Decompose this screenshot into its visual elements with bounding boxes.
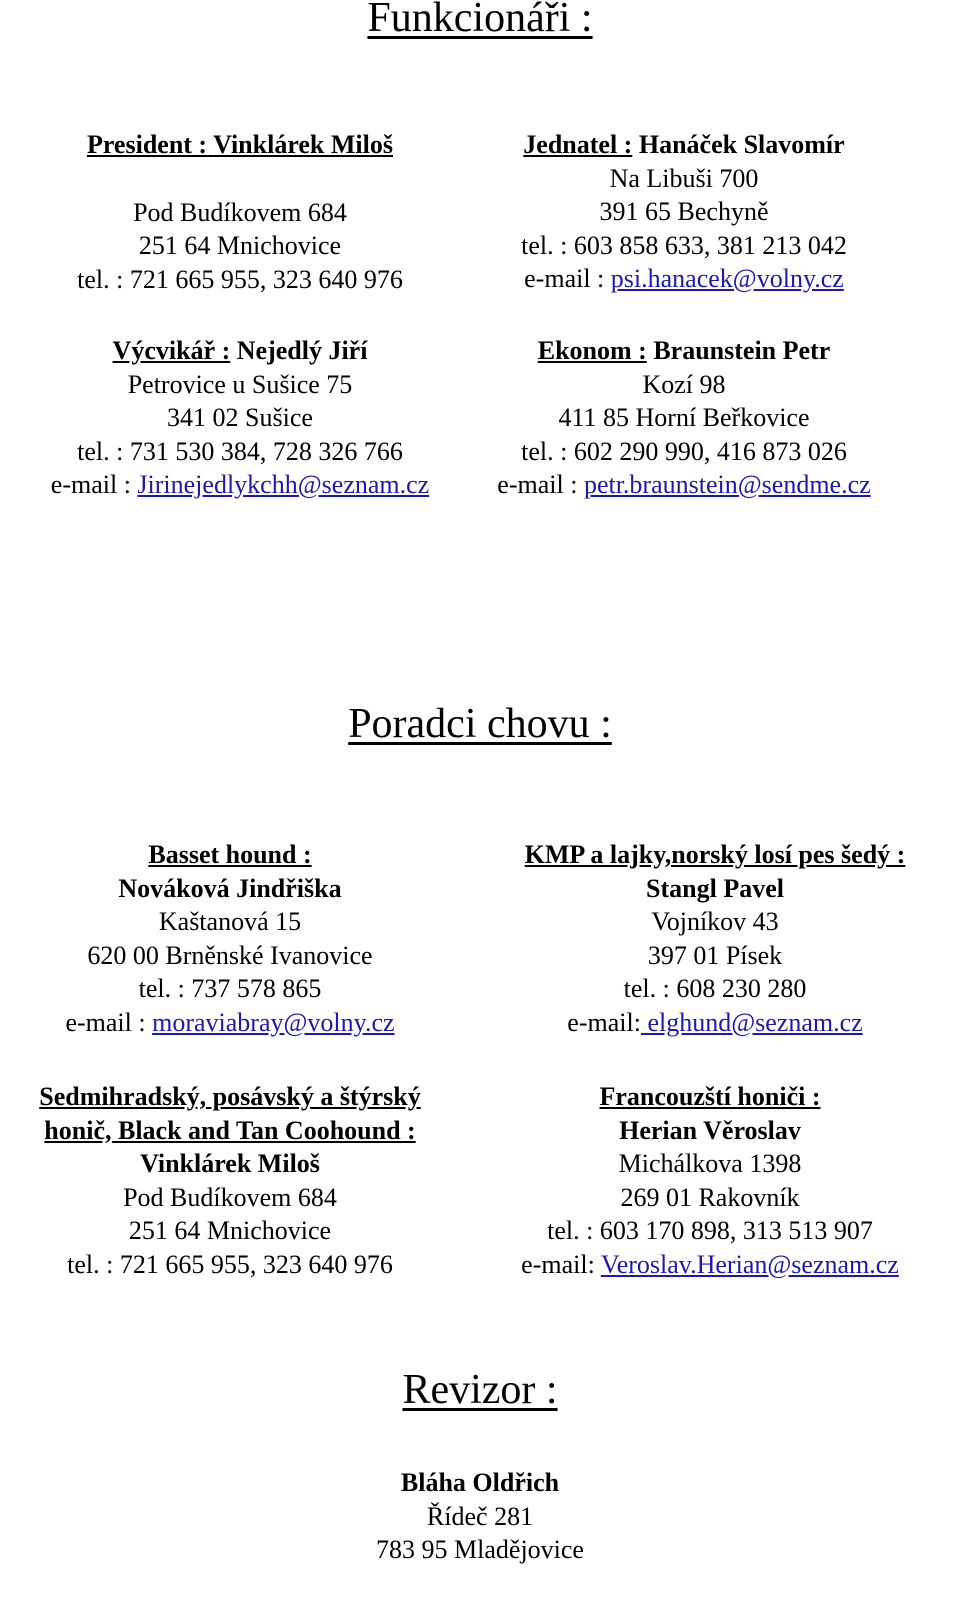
french-phone: tel. : 603 170 898, 313 513 907 [547,1216,873,1245]
secretary-role: Jednatel : [523,130,633,159]
advisors-title: Poradci chovu : [348,701,612,747]
basset-email-line [10,1006,450,1040]
economist-role: Ekonom : [537,336,647,365]
economist-city: 411 85 Horní Beřkovice [558,403,810,432]
economist-email-label: e-mail : [497,470,584,499]
trainer-street: Petrovice u Sušice 75 [127,369,353,399]
french-email-line [480,1248,940,1282]
president-phone: tel. : 721 665 955, 323 640 976 [77,264,403,294]
french-email-link[interactable]: Veroslav.Herian@seznam.cz [600,1249,899,1279]
president-street: Pod Budíkovem 684 [133,197,347,227]
trainer-email-label: e-mail : [50,470,138,499]
president-role: President : [86,130,208,159]
basset-advisor-card [10,838,450,1039]
secretary-card [464,128,904,296]
auditor-city: 783 95 Mladějovice [376,1535,584,1564]
transylvanian-advisor-card [0,1080,460,1281]
french-breed: Francouzští honiči : [599,1082,821,1111]
economist-street: Kozí 98 [642,369,726,399]
economist-card [464,334,904,502]
basset-phone: tel. : 737 578 865 [138,974,322,1003]
trainer-card [20,334,460,502]
president-name: Vinklárek Miloš [213,130,393,159]
economist-name: Braunstein Petr [653,336,831,365]
kmp-advisor-card [480,838,950,1039]
french-advisor-card [480,1080,940,1281]
president-city: 251 64 Mnichovice [138,231,342,260]
trainer-email-link[interactable]: Jirinejedlykchh@seznam.cz [137,470,430,499]
secretary-phone: tel. : 603 858 633, 381 213 042 [521,230,847,260]
kmp-email-label: e-mail: [567,1007,641,1037]
kmp-email-line [480,1006,950,1040]
kmp-phone: tel. : 608 230 280 [623,974,807,1003]
auditor-street: Řídeč 281 [426,1501,534,1531]
trainer-role: Výcvikář : [112,336,231,365]
auditor-name: Bláha Oldřich [400,1468,560,1497]
transylvanian-breed-line1: Sedmihradský, posávský a štýrský [39,1082,421,1111]
trainer-email-line [20,468,460,502]
kmp-email-link[interactable]: elghund@seznam.cz [640,1007,863,1037]
french-street: Michálkova 1398 [618,1149,802,1178]
trainer-name: Nejedlý Jiří [236,336,368,365]
basset-city: 620 00 Brněnské Ivanovice [87,940,373,970]
secretary-email-label: e-mail : [524,264,611,293]
basset-email-label: e-mail : [65,1007,153,1037]
economist-email-link[interactable]: petr.braunstein@sendme.cz [583,470,871,499]
economist-email-line [464,468,904,502]
basset-street: Kaštanová 15 [158,907,302,936]
basset-name: Nováková Jindřiška [118,873,342,903]
french-name: Herian Věroslav [619,1115,801,1145]
auditor-card [0,1466,960,1567]
transylvanian-name: Vinklárek Miloš [140,1149,320,1178]
secretary-city: 391 65 Bechyně [599,197,769,226]
transylvanian-city: 251 64 Mnichovice [128,1216,332,1245]
transylvanian-breed-line2: honič, Black and Tan Coohound : [44,1115,416,1145]
kmp-street: Vojníkov 43 [651,907,779,936]
secretary-email-link[interactable]: psi.hanacek@volny.cz [610,264,844,293]
secretary-name: Hanáček Slavomír [638,130,845,159]
auditor-title: Revizor : [402,1367,558,1413]
basset-email-link[interactable]: moraviabray@volny.cz [152,1007,395,1037]
kmp-breed: KMP a lajky,norský losí pes šedý : [524,840,906,869]
trainer-city: 341 02 Sušice [167,403,313,432]
basset-breed: Basset hound : [148,840,312,869]
president-card [20,128,460,296]
trainer-heading [20,334,460,368]
economist-phone: tel. : 602 290 990, 416 873 026 [521,436,847,466]
economist-heading [464,334,904,368]
secretary-street: Na Libuši 700 [609,163,759,193]
trainer-phone: tel. : 731 530 384, 728 326 766 [77,436,403,466]
kmp-name: Stangl Pavel [646,873,784,903]
secretary-email-line [464,262,904,296]
transylvanian-phone: tel. : 721 665 955, 323 640 976 [67,1249,393,1279]
secretary-heading [464,128,904,162]
president-heading [20,128,460,162]
french-city: 269 01 Rakovník [620,1182,800,1212]
french-email-label: e-mail: [521,1249,601,1279]
kmp-city: 397 01 Písek [647,940,783,970]
transylvanian-street: Pod Budíkovem 684 [123,1182,337,1212]
officials-title: Funkcionáři : [367,0,593,41]
